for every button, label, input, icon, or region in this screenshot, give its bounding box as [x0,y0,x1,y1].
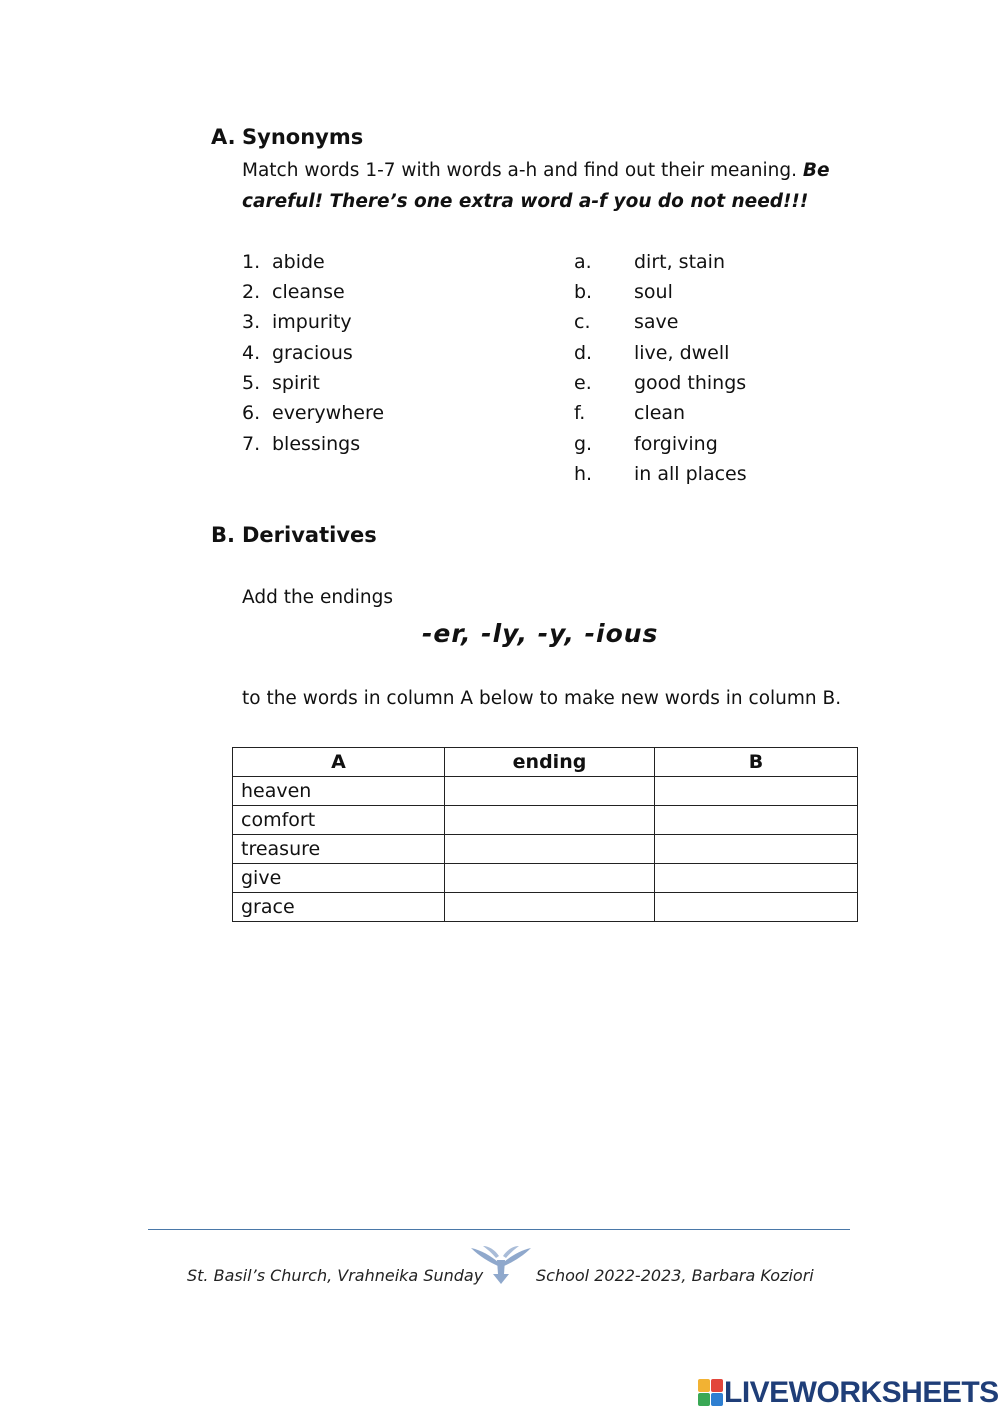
word-text: blessings [272,433,361,455]
section-a-letter: A. [211,125,236,149]
meaning-text: clean [634,402,686,424]
new-word-answer-cell[interactable] [655,835,858,864]
word-number: 6. [242,402,261,424]
liveworksheets-wordmark: LIVEWORKSHEETS [724,1376,999,1409]
word-text: cleanse [272,281,345,303]
new-word-answer-cell[interactable] [655,777,858,806]
dove-icon [469,1244,533,1286]
word-text: abide [272,251,325,273]
word-item [242,368,320,398]
meaning-item [574,247,725,277]
table-row [233,806,858,835]
word-text: impurity [272,311,352,333]
section-b-letter: B. [211,523,235,547]
ending-answer-cell[interactable] [445,777,655,806]
liveworksheets-logo-icon [698,1379,724,1407]
meaning-text: live, dwell [634,342,730,364]
derivatives-table [232,747,858,922]
ending-answer-cell[interactable] [445,864,655,893]
ending-answer-cell[interactable] [445,835,655,864]
meaning-text: good things [634,372,747,394]
word-item [242,429,360,459]
word-number: 1. [242,251,261,273]
section-b-heading [211,523,377,547]
word-item [242,277,345,307]
new-word-answer-cell[interactable] [655,806,858,835]
meaning-text: save [634,311,679,333]
table-row [233,777,858,806]
meaning-text: soul [634,281,673,303]
new-word-answer-cell[interactable] [655,893,858,922]
meaning-item [574,398,685,428]
column-header-ending: ending [445,748,655,777]
meaning-letter: h. [574,463,593,485]
base-word: treasure [233,835,445,864]
meaning-letter: a. [574,251,592,273]
instruction-warning-1: Be [802,160,830,181]
meaning-letter: c. [574,311,591,333]
word-text: spirit [272,372,320,394]
word-number: 2. [242,281,261,303]
meaning-item [574,277,673,307]
meaning-letter: g. [574,433,593,455]
base-word: comfort [233,806,445,835]
footer-divider [148,1229,850,1230]
meaning-letter: f. [574,402,586,424]
footer-left-text: St. Basil’s Church, Vrahneika Sunday [187,1266,484,1285]
meaning-letter: e. [574,372,592,394]
meaning-item [574,429,718,459]
word-item [242,307,352,337]
meaning-item [574,307,678,337]
table-instruction: to the words in column A below to make new words in column B. [242,688,842,709]
meaning-letter: b. [574,281,593,303]
meaning-item [574,459,747,489]
instruction-text: Match words 1-7 with words a-h and find out their meaning. [242,160,803,181]
word-text: gracious [272,342,353,364]
word-item [242,338,353,368]
word-number: 4. [242,342,261,364]
base-word: give [233,864,445,893]
table-row [233,864,858,893]
base-word: grace [233,893,445,922]
base-word: heaven [233,777,445,806]
table-row [233,893,858,922]
ending-answer-cell[interactable] [445,893,655,922]
meaning-letter: d. [574,342,593,364]
ending-answer-cell[interactable] [445,806,655,835]
column-header-a: A [233,748,445,777]
new-word-answer-cell[interactable] [655,864,858,893]
instruction-warning-2: careful! There’s one extra word a-f you do not need!!! [242,191,809,212]
endings-list: -er, -ly, -y, -ious [422,619,659,648]
section-a-heading [211,125,363,149]
add-endings-text: Add the endings [242,587,394,608]
table-row [233,835,858,864]
word-number: 3. [242,311,261,333]
liveworksheets-logo [698,1376,999,1410]
meaning-text: in all places [634,463,747,485]
word-number: 7. [242,433,261,455]
meaning-text: dirt, stain [634,251,725,273]
word-item [242,398,384,428]
table-header-row [233,748,858,777]
word-number: 5. [242,372,261,394]
meaning-item [574,368,746,398]
meaning-text: forgiving [634,433,718,455]
footer-right-text: School 2022-2023, Barbara Koziori [536,1266,814,1285]
word-item [242,247,325,277]
section-b-title: Derivatives [242,523,377,547]
meaning-item [574,338,729,368]
section-a-instruction [242,155,842,217]
section-a-title: Synonyms [242,125,364,149]
word-text: everywhere [272,402,385,424]
column-header-b: B [655,748,858,777]
